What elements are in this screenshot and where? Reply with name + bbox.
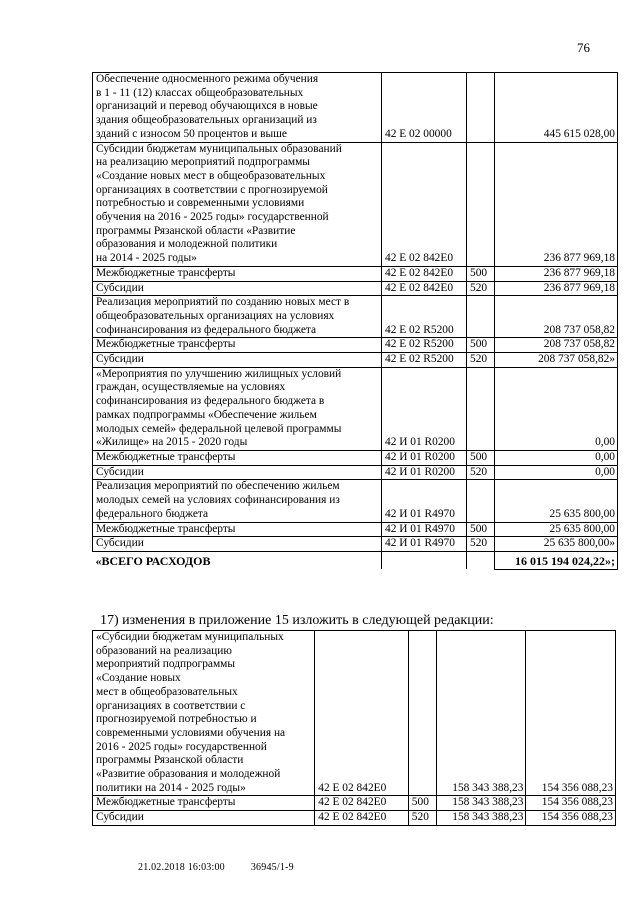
row-amount: 0,00 <box>495 367 618 450</box>
row-expense-type: 500 <box>467 522 495 537</box>
table-row <box>93 465 618 480</box>
row-target-code: 42 И 01 R4970 <box>382 537 467 552</box>
row-description: «Субсидии бюджетам муниципальных образований на реализацию мероприятий подпрограммы «Создание новых мест в общеобразовательных организациях в соответствии с прогнозируемой потребностью и современными условиями обучения на 2016 - 2025 годы» государственной программы Рязанской области «Развитие образования и молодежной политики на 2014 - 2025 годы» <box>93 631 315 796</box>
row-expense-type: 520 <box>467 537 495 552</box>
row-expense-type <box>467 73 495 143</box>
row-description: Субсидии <box>93 811 315 826</box>
row-amount: 208 737 058,82 <box>495 338 618 353</box>
table-row <box>93 811 616 826</box>
row-expense-type: 520 <box>467 465 495 480</box>
row-target-code: 42 Е 02 R5200 <box>382 353 467 368</box>
total-empty-cell <box>467 551 495 569</box>
row-amount: 0,00 <box>495 450 618 465</box>
table-row <box>93 353 618 368</box>
table-row <box>93 296 618 338</box>
row-target-code: 42 Е 02 R5200 <box>382 296 467 338</box>
table-row <box>93 480 618 522</box>
table-row <box>93 522 618 537</box>
row-description: «Мероприятия по улучшению жилищных условий граждан, осуществляемые на условиях софинансирования из федерального бюджета в рамках подпрограммы «Обеспечение жильем молодых семей» федеральной целевой программы «Жилище» на 2015 - 2020 годы <box>93 367 382 450</box>
row-target-code: 42 И 01 R4970 <box>382 522 467 537</box>
table-row <box>93 537 618 552</box>
row-expense-type: 500 <box>467 266 495 281</box>
row-target-code: 42 И 01 R0200 <box>382 450 467 465</box>
row-description: Субсидии бюджетам муниципальных образований на реализацию мероприятий подпрограммы «Создание новых мест в общеобразовательных организациях в соответствии с прогнозируемой потребностью и современными условиями обучения на 2016 - 2025 годы» государственной программы Рязанской области «Развитие образования и молодежной политики на 2014 - 2025 годы» <box>93 142 382 266</box>
row-amount: 25 635 800,00 <box>495 522 618 537</box>
row-target-code: 42 И 01 R4970 <box>382 480 467 522</box>
row-description: Субсидии <box>93 353 382 368</box>
row-amount-year2: 154 356 088,23 <box>526 796 616 811</box>
total-empty-cell <box>382 551 467 569</box>
table-row <box>93 338 618 353</box>
section-heading: 17) изменения в приложение 15 изложить в следующей редакции: <box>100 613 494 628</box>
row-amount: 208 737 058,82» <box>495 353 618 368</box>
row-amount: 236 877 969,18 <box>495 266 618 281</box>
row-description: Субсидии <box>93 537 382 552</box>
table-row <box>93 73 618 143</box>
budget-table-expenses <box>92 72 618 570</box>
row-expense-type: 520 <box>408 811 436 826</box>
row-target-code: 42 Е 02 842Е0 <box>382 281 467 296</box>
page-number: 76 <box>577 40 590 55</box>
row-expense-type <box>467 296 495 338</box>
row-target-code: 42 Е 02 R5200 <box>382 338 467 353</box>
row-expense-type <box>467 480 495 522</box>
row-expense-type: 500 <box>408 796 436 811</box>
row-expense-type <box>408 631 436 796</box>
page-footer <box>138 862 320 873</box>
row-amount-year1: 158 343 388,23 <box>436 631 526 796</box>
row-expense-type <box>467 367 495 450</box>
row-description: Субсидии <box>93 465 382 480</box>
row-expense-type <box>467 142 495 266</box>
total-row <box>93 551 618 569</box>
table-row <box>93 450 618 465</box>
table-row <box>93 266 618 281</box>
row-target-code: 42 Е 02 842Е0 <box>315 811 409 826</box>
footer-datetime: 21.02.2018 16:03:00 <box>138 862 225 873</box>
row-amount: 25 635 800,00» <box>495 537 618 552</box>
row-amount: 236 877 969,18 <box>495 142 618 266</box>
row-description: Субсидии <box>93 281 382 296</box>
row-amount: 208 737 058,82 <box>495 296 618 338</box>
row-description: Реализация мероприятий по обеспечению жильем молодых семей на условиях софинансирования из федерального бюджета <box>93 480 382 522</box>
row-expense-type: 520 <box>467 281 495 296</box>
row-amount: 445 615 028,00 <box>495 73 618 143</box>
table-row <box>93 631 616 796</box>
table-row <box>93 281 618 296</box>
row-amount: 236 877 969,18 <box>495 281 618 296</box>
row-target-code: 42 Е 02 842Е0 <box>315 631 409 796</box>
table-row <box>93 142 618 266</box>
row-description: Реализация мероприятий по созданию новых мест в общеобразовательных организациях на условиях софинансирования из федерального бюджета <box>93 296 382 338</box>
row-description: Межбюджетные трансферты <box>93 266 382 281</box>
row-description: Межбюджетные трансферты <box>93 522 382 537</box>
table-row <box>93 367 618 450</box>
row-amount-year1: 158 343 388,23 <box>436 811 526 826</box>
row-amount-year2: 154 356 088,23 <box>526 631 616 796</box>
table-row <box>93 796 616 811</box>
row-target-code: 42 И 01 R0200 <box>382 465 467 480</box>
row-description: Межбюджетные трансферты <box>93 338 382 353</box>
row-amount: 25 635 800,00 <box>495 480 618 522</box>
row-description: Межбюджетные трансферты <box>93 796 315 811</box>
budget-table-appendix-15 <box>92 630 616 826</box>
row-target-code: 42 Е 02 842Е0 <box>382 142 467 266</box>
row-target-code: 42 И 01 R0200 <box>382 367 467 450</box>
row-description: Межбюджетные трансферты <box>93 450 382 465</box>
row-expense-type: 520 <box>467 353 495 368</box>
row-target-code: 42 Е 02 842Е0 <box>382 266 467 281</box>
total-amount: 16 015 194 024,22»; <box>495 551 618 569</box>
row-amount: 0,00 <box>495 465 618 480</box>
row-target-code: 42 Е 02 842Е0 <box>315 796 409 811</box>
row-amount-year1: 158 343 388,23 <box>436 796 526 811</box>
row-amount-year2: 154 356 088,23 <box>526 811 616 826</box>
footer-doc-id: 36945/1-9 <box>250 862 294 873</box>
total-label: «ВСЕГО РАСХОДОВ <box>93 551 382 569</box>
row-target-code: 42 Е 02 00000 <box>382 73 467 143</box>
row-expense-type: 500 <box>467 450 495 465</box>
row-expense-type: 500 <box>467 338 495 353</box>
row-description: Обеспечение односменного режима обучения в 1 - 11 (12) классах общеобразовательных организаций и перевод обучающихся в новые здания общеобразовательных организаций из зданий с износом 50 процентов и выше <box>93 73 382 143</box>
